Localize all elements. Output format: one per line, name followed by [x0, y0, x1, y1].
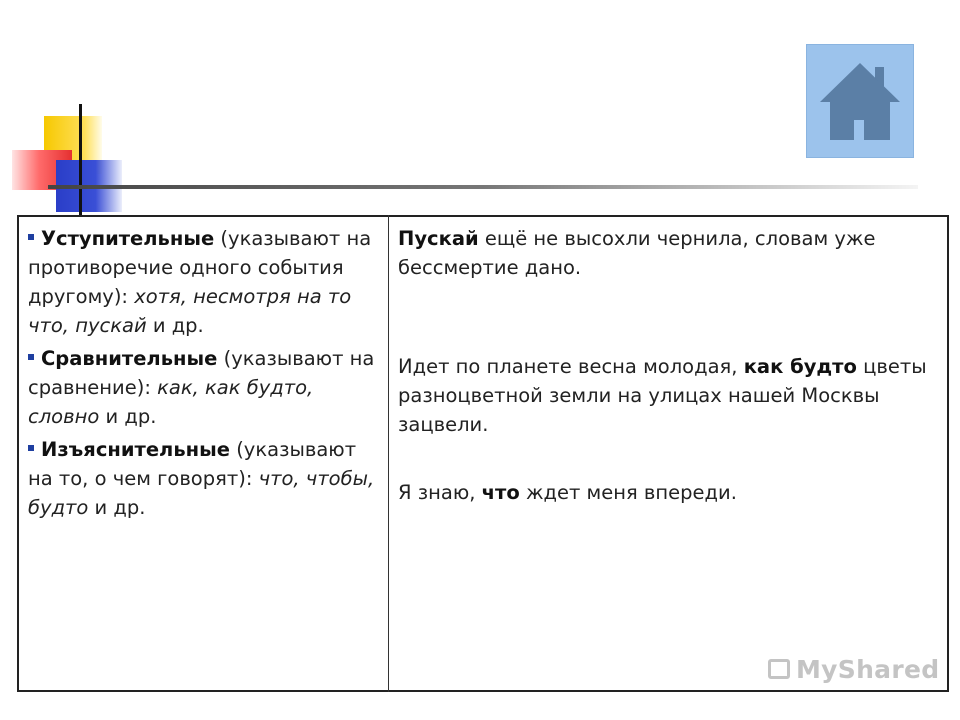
item-title: Сравнительные	[41, 347, 218, 370]
example-paragraph-1	[398, 224, 943, 282]
item-examples: что, чтобы, будто	[28, 467, 375, 519]
example-text: Я знаю,	[398, 481, 476, 504]
examples-column	[398, 224, 943, 507]
item-examples: хотя, несмотря на то что, пускай	[28, 285, 352, 337]
example-text: цветы разноцветной земли на улицах нашей Москвы зацвели.	[398, 355, 927, 436]
list-item	[28, 435, 380, 522]
table-column-divider	[388, 215, 389, 692]
example-conjunction: Пускай	[398, 227, 479, 250]
bullet-icon	[28, 445, 34, 451]
conjunction-types-column	[28, 224, 380, 526]
example-conjunction: что	[481, 481, 520, 504]
item-description: (указывают на противоречие одного события другому):	[28, 227, 372, 308]
list-item	[28, 344, 380, 431]
bullet-icon	[28, 354, 34, 360]
example-text: ещё не высохли чернила, словам уже бессмертие дано.	[398, 227, 876, 279]
item-tail: и др.	[94, 496, 146, 519]
example-conjunction: как будто	[743, 355, 857, 378]
presentation-icon	[768, 659, 790, 679]
example-text: Идет по планете весна молодая,	[398, 355, 738, 378]
watermark	[768, 655, 939, 684]
item-description: (указывают на сравнение):	[28, 347, 375, 399]
house-icon	[807, 45, 913, 157]
item-title: Изъяснительные	[41, 438, 230, 461]
list-item	[28, 224, 380, 340]
watermark-text: MyShared	[796, 655, 940, 684]
bullet-icon	[28, 234, 34, 240]
home-button[interactable]	[806, 44, 914, 158]
item-tail: и др.	[152, 314, 204, 337]
decor-horizontal-line	[48, 185, 918, 189]
item-tail: и др.	[105, 405, 157, 428]
example-paragraph-3	[398, 478, 943, 507]
item-examples: как, как будто, словно	[28, 376, 314, 428]
example-paragraph-2	[398, 352, 943, 439]
item-description: (указывают на то, о чем говорят):	[28, 438, 357, 490]
example-text: ждет меня впереди.	[525, 481, 737, 504]
decor-vertical-line	[79, 104, 82, 216]
item-title: Уступительные	[41, 227, 215, 250]
